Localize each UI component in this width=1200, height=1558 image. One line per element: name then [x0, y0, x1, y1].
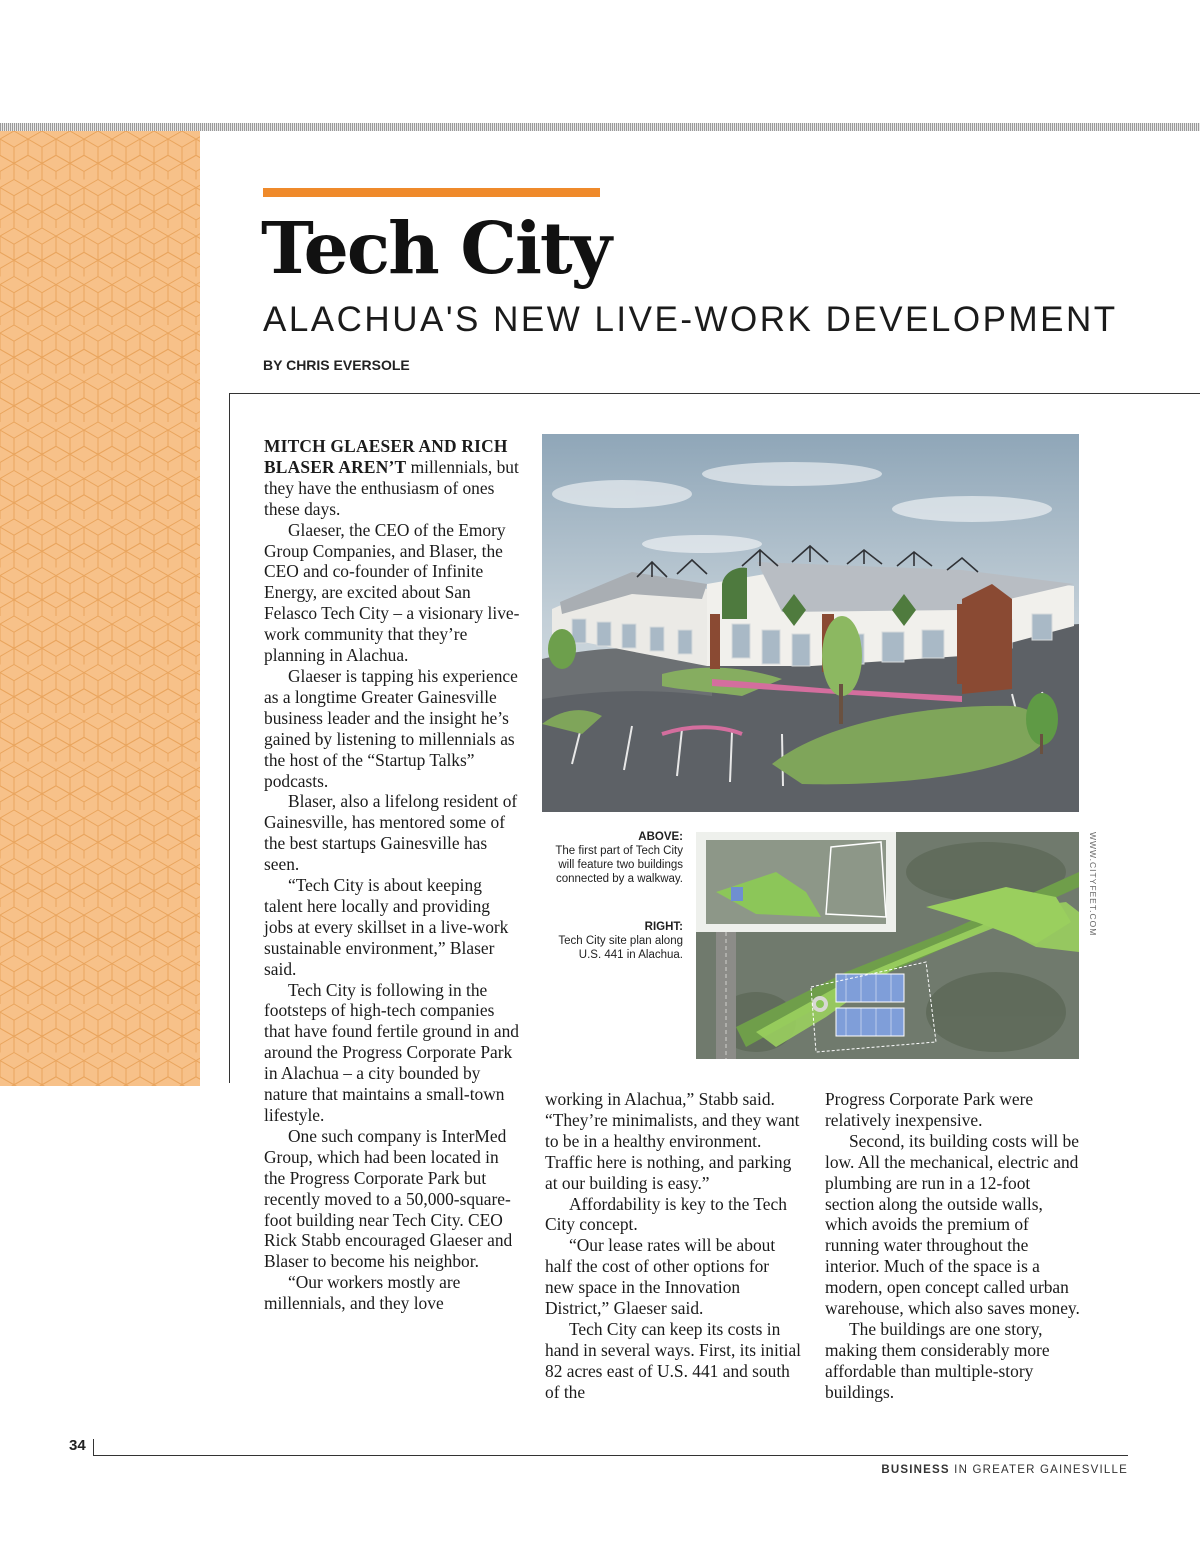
byline: BY CHRIS EVERSOLE — [263, 357, 410, 373]
page-number: 34 — [69, 1437, 86, 1454]
caption-above-text: The first part of Tech City will feature two buildings connected by a walkway. — [555, 845, 683, 885]
paragraph: Glaeser, the CEO of the Emory Group Companies, and Blaser, the CEO and co-founder of Infinite Energy, are excited about San Felasco Tech City – a visionary live-work community that they’re planning in Alachua. — [264, 519, 520, 666]
footer-rule-tick — [93, 1439, 94, 1455]
section-rule-top — [229, 393, 1200, 394]
lead-in: MITCH GLAESER AND RICH BLASER AREN’T — [264, 436, 508, 477]
photo-credit-text: WWW.CITYFEET.COM — [1088, 832, 1098, 937]
publication-name-rest: IN GREATER GAINESVILLE — [949, 1464, 1128, 1476]
text-column-3 — [825, 1089, 1081, 1403]
title-accent-bar — [263, 188, 600, 197]
site-plan-image — [696, 832, 1079, 1059]
caption-right-text: Tech City site plan along U.S. 441 in Alachua. — [558, 935, 683, 961]
paragraph: Progress Corporate Park were relatively inexpensive. — [825, 1089, 1034, 1130]
caption-right — [548, 920, 683, 962]
lead-text: millennials, but they have the enthusiasm of ones these days. — [264, 456, 519, 519]
paragraph: One such company is InterMed Group, which had been located in the Progress Corporate Park but recently moved to a 50,000-square-foot building near Tech City. CEO Rick Stabb encouraged Glaeser and Blaser to become his neighbor. — [264, 1125, 513, 1272]
text-column-1 — [264, 436, 520, 1314]
paragraph: working in Alachua,” Stabb said. “They’re minimalists, and they want to be in a healthy environment. Traffic here is nothing, and parking at our building is easy.” — [545, 1089, 800, 1193]
photo-credit — [1086, 832, 1100, 972]
paragraph: Tech City can keep its costs in hand in several ways. First, its initial 82 acres east of U.S. 441 and south of the — [545, 1318, 801, 1402]
decorative-sidebar — [0, 131, 200, 1086]
lead-paragraph — [264, 436, 520, 520]
paragraph: Second, its building costs will be low. All the mechanical, electric and plumbing are run in a 12-foot section along the outside walls, which avoids the premium of running water throughout the interior. Much of the space is a modern, open concept called urban warehouse, which also saves money. — [825, 1130, 1080, 1319]
article-title: Tech City — [261, 206, 610, 290]
publication-name-bold: BUSINESS — [881, 1464, 950, 1476]
top-hatch-band — [0, 123, 1200, 131]
caption-above-heading: ABOVE: — [638, 831, 683, 843]
paragraph: Glaeser is tapping his experience as a longtime Greater Gainesville business leader and the insight he’s gained by listening to millennials as the host of the “Startup Talks” podcasts. — [264, 665, 518, 791]
paragraph: Tech City is following in the footsteps of high-tech companies that have found fertile ground in and around the Progress Corporate Park in Alachua – a city bounded by nature that maintains a small-town lifestyle. — [264, 979, 519, 1125]
paragraph: The buildings are one story, making them considerably more affordable than multiple-story buildings. — [825, 1318, 1050, 1402]
paragraph: “Our lease rates will be about half the cost of other options for new space in the Innovation District,” Glaeser said. — [545, 1235, 776, 1319]
section-rule-left — [229, 393, 230, 1083]
building-rendering-image — [542, 434, 1079, 812]
publication-name — [881, 1464, 1128, 1476]
paragraph: “Our workers mostly are millennials, and they love — [264, 1272, 461, 1314]
article-subtitle: ALACHUA'S NEW LIVE-WORK DEVELOPMENT — [263, 300, 1118, 339]
text-column-2 — [545, 1089, 801, 1403]
paragraph: Affordability is key to the Tech City concept. — [545, 1193, 787, 1235]
caption-above — [548, 830, 683, 886]
paragraph: Blaser, also a lifelong resident of Gainesville, has mentored some of the best startups Gainesville has seen. — [264, 791, 518, 875]
paragraph: “Tech City is about keeping talent here locally and providing jobs at every skillset in a live-work sustainable environment,” Blaser said. — [264, 875, 509, 979]
footer-rule — [93, 1455, 1128, 1456]
caption-right-heading: RIGHT: — [644, 921, 683, 933]
